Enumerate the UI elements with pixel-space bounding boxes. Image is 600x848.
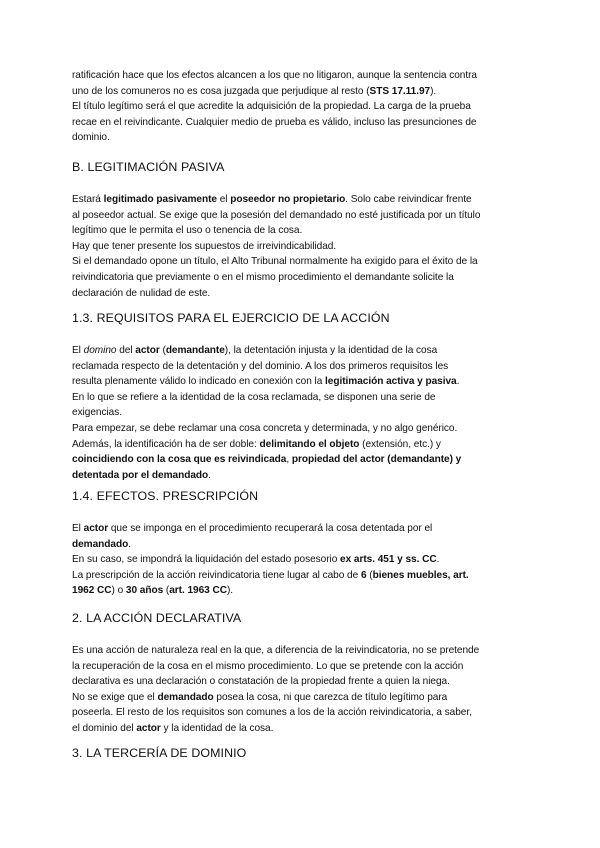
bold-term: art. 1963 CC: [169, 585, 227, 597]
text-line: [72, 659, 532, 675]
bold-term: actor: [135, 345, 160, 356]
text: ) o: [111, 585, 126, 597]
text: (extensión, etc.) y: [359, 438, 441, 450]
text: Si el demandado opone un título, el Alto Tribunal normalmente ha exigido para el éxito de la: [72, 256, 478, 268]
text: dominio.: [72, 132, 110, 144]
text: La prescripción de la acción reivindicatoria tiene lugar al cabo de: [72, 569, 361, 581]
text-line: [72, 705, 532, 721]
text: y la identidad de la cosa.: [160, 722, 274, 734]
text: el: [216, 194, 231, 205]
text: ratificación hace que los efectos alcancen a los que no litigaron, aunque la sentencia contra: [72, 70, 477, 81]
text-line: [72, 254, 532, 270]
bold-term: demandante: [165, 345, 225, 356]
text: (: [366, 569, 373, 581]
text: exigencias.: [72, 407, 122, 419]
text-line: [72, 68, 532, 84]
bold-term: delimitando el objeto: [259, 438, 360, 450]
text: .: [436, 554, 440, 566]
section-body-accion-declarativa: [72, 643, 532, 737]
text: ).: [226, 585, 234, 597]
bold-term: 1962 CC: [72, 585, 112, 597]
text: Para empezar, se debe reclamar una cosa concreta y determinada, y no algo genérico.: [72, 422, 458, 434]
text-line: [72, 552, 532, 568]
text-line: [72, 390, 532, 406]
paragraph-continuation: [72, 68, 532, 146]
text: Además, la identificación ha de ser doble:: [72, 438, 260, 450]
text: legítimo que le permita el uso o tenencia de la cosa.: [72, 225, 303, 237]
text: ), la detentación injusta y la identidad de la cosa: [224, 345, 438, 356]
text: (: [163, 585, 170, 597]
text-line: [72, 437, 532, 453]
text-line: [72, 84, 532, 100]
text: (: [159, 345, 166, 356]
bold-term: poseedor no propietario: [230, 194, 346, 205]
text-line: [72, 208, 532, 224]
text: Es una acción de naturaleza real en la que, a diferencia de la reivindicatoria, no se pretende: [72, 645, 480, 656]
text: declarativa es una declaración o constatación de la propiedad frente a quien la niega.: [72, 676, 450, 688]
text-line: [72, 690, 532, 706]
text: .: [456, 376, 460, 388]
section-heading-legitimacion-pasiva: B. LEGITIMACIÓN PASIVA: [72, 160, 225, 174]
text: resulta plenamente válido lo indicado en conexión con la: [72, 376, 326, 388]
italic-term: domino: [83, 345, 117, 356]
text: Hay que tener presente los supuestos de irreivindicabilidad.: [72, 240, 337, 252]
bold-term: actor: [136, 722, 161, 734]
text-line: [72, 452, 532, 468]
text-line: [72, 223, 532, 239]
text-line: [72, 99, 532, 115]
text: ,: [286, 454, 292, 466]
text-line: [72, 130, 532, 146]
bold-term: coincidiendo con la cosa que es reivindicada: [72, 454, 287, 466]
text-line: [72, 583, 532, 599]
text: . Solo cabe reivindicar frente: [345, 194, 472, 205]
text-line: [72, 239, 532, 255]
text: poseerla. El resto de los requisitos son comunes a los de la acción reivindicatoria, a saber,: [72, 707, 472, 719]
text-line: [72, 374, 532, 390]
text-line: [72, 721, 532, 737]
section-heading-accion-declarativa: 2. LA ACCIÓN DECLARATIVA: [72, 611, 242, 625]
text: al poseedor actual. Se exige que la posesión del demandado no esté justificada por un título: [72, 209, 481, 221]
text-line: [72, 421, 532, 437]
bold-term: legitimado pasivamente: [103, 194, 217, 205]
text: El título legítimo será el que acredite la adquisición de la propiedad. La carga de la prueba: [72, 101, 471, 113]
text: el dominio del: [72, 722, 137, 734]
text-line: [72, 468, 532, 484]
bold-term: propiedad del actor (demandante) y: [291, 454, 462, 466]
citation-bold: STS 17.11.97: [369, 85, 431, 97]
bold-term: 30 años: [125, 585, 164, 597]
text: recae en el reivindicante. Cualquier medio de prueba es válido, incluso las presunciones de: [72, 116, 477, 128]
text: Estará: [72, 194, 104, 205]
text: que se imponga en el procedimiento recuperará la cosa detentada por el: [108, 523, 433, 534]
text: reclamada respecto de la detentación y del dominio. A los dos primeros requisitos les: [72, 360, 449, 372]
text-line: [72, 674, 532, 690]
text-line: [72, 521, 532, 537]
section-heading-requisitos: 1.3. REQUISITOS PARA EL EJERCICIO DE LA ACCIÓN: [72, 311, 390, 325]
section-body-requisitos: [72, 343, 532, 483]
text: ).: [430, 85, 437, 97]
text: la recuperación de la cosa en el mismo procedimiento. Lo que se pretende con la acción: [72, 660, 464, 672]
text: No se exige que el: [72, 691, 158, 703]
text-line: [72, 192, 532, 208]
bold-term: 6: [360, 569, 367, 581]
text-line: [72, 568, 532, 584]
text: En su caso, se impondrá la liquidación del estado posesorio: [72, 554, 341, 566]
bold-term: legitimación activa y pasiva: [325, 376, 457, 388]
text-line: [72, 343, 532, 359]
section-heading-efectos: 1.4. EFECTOS. PRESCRIPCIÓN: [72, 489, 259, 503]
text: posea la cosa, ni que carezca de título legítimo para: [213, 691, 448, 703]
bold-term: ex arts. 451 y ss. CC: [340, 554, 437, 566]
section-body-efectos: [72, 521, 532, 599]
bold-term: demandado: [72, 538, 129, 550]
section-heading-terceria-dominio: 3. LA TERCERÍA DE DOMINIO: [72, 746, 247, 760]
section-body-legitimacion-pasiva: [72, 192, 532, 301]
text: .: [208, 469, 211, 481]
bold-term: actor: [83, 523, 109, 534]
bold-term: detentada por el demandado: [72, 469, 209, 481]
text: declaración de nulidad de este.: [72, 287, 211, 299]
text-line: [72, 405, 532, 421]
text: uno de los comuneros no es cosa juzgada que perjudique al resto (: [72, 85, 370, 97]
text-line: [72, 643, 532, 659]
text-line: [72, 537, 532, 553]
text: El: [72, 523, 84, 534]
text: .: [128, 538, 131, 550]
bold-term: bienes muebles, art.: [372, 569, 469, 581]
text: del: [116, 345, 136, 356]
text-line: [72, 359, 532, 375]
text-line: [72, 115, 532, 131]
text: En lo que se refiere a la identidad de la cosa reclamada, se disponen una serie de: [72, 391, 436, 403]
text: El: [72, 345, 84, 356]
text-line: [72, 286, 532, 302]
text: reivindicatoria que previamente o en el mismo procedimiento el demandante solicite la: [72, 271, 454, 283]
bold-term: demandado: [157, 691, 214, 703]
text-line: [72, 270, 532, 286]
